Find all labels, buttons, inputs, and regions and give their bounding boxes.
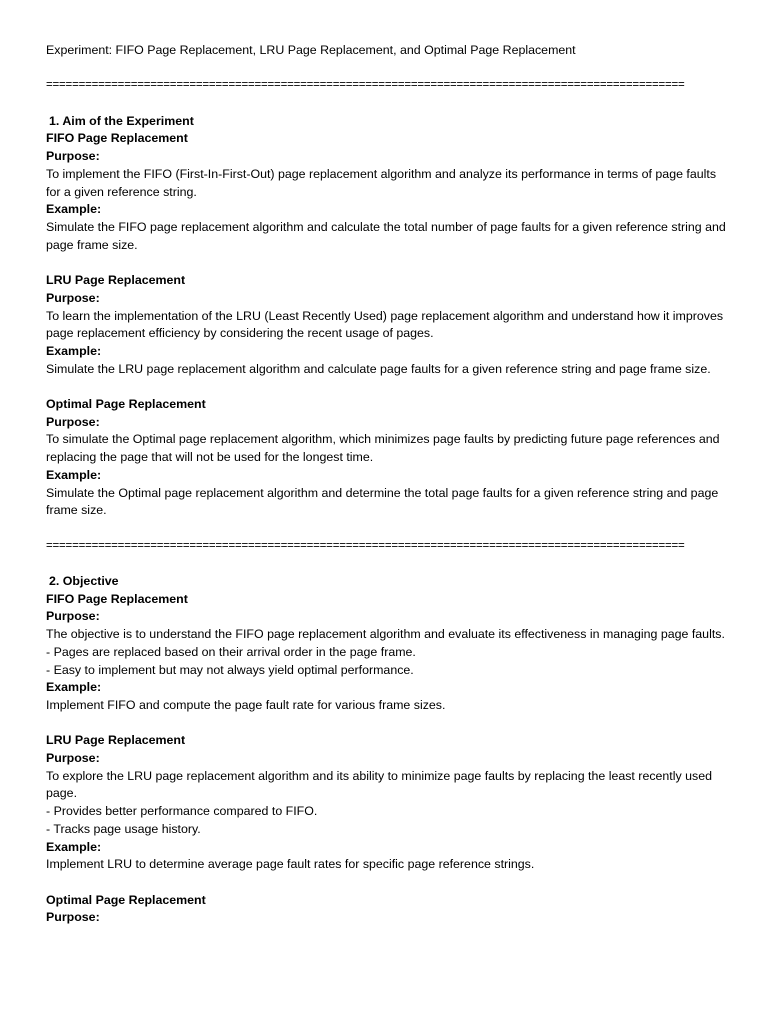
subheading-fifo: FIFO Page Replacement <box>46 591 188 606</box>
example-label: Example: <box>46 467 102 482</box>
example-text: Simulate the FIFO page replacement algorithm and calculate the total number of page faults for a given reference string and page frame size. <box>46 220 726 252</box>
purpose-label: Purpose: <box>46 290 100 305</box>
purpose-label: Purpose: <box>46 910 100 925</box>
subheading-optimal: Optimal Page Replacement <box>46 892 206 907</box>
subheading-optimal: Optimal Page Replacement <box>46 397 206 411</box>
bullet-item: - Easy to implement but may not always yield optimal performance. <box>46 662 414 677</box>
section-heading-aim: 1. Aim of the Experiment <box>49 113 194 128</box>
example-label: Example: <box>46 839 102 854</box>
example-text: Implement LRU to determine average page fault rates for specific page reference strings. <box>46 857 535 872</box>
bullet-item: - Provides better performance compared to FIFO. <box>46 804 318 819</box>
separator-rule: ================================================================================================== <box>46 79 685 92</box>
purpose-label: Purpose: <box>46 609 100 624</box>
spacer <box>46 60 726 78</box>
document-title: Experiment: FIFO Page Replacement, LRU Page Replacement, and Optimal Page Replacement <box>46 43 576 57</box>
purpose-text: To simulate the Optimal page replacement algorithm, which minimizes page faults by predicting future page references and replacing the page that will not be used for the longest time. <box>46 432 720 465</box>
purpose-text: To explore the LRU page replacement algorithm and its ability to minimize page faults by replacing the least recently used page. <box>46 768 713 801</box>
separator-rule: ================================================================================================== <box>46 539 685 552</box>
example-text: Simulate the Optimal page replacement algorithm and determine the total page faults for a given reference string and page frame size. <box>46 485 719 518</box>
example-label: Example: <box>46 202 102 217</box>
spacer <box>46 378 726 396</box>
example-label: Example: <box>46 343 102 358</box>
example-label: Example: <box>46 680 102 695</box>
purpose-label: Purpose: <box>46 751 100 766</box>
purpose-label: Purpose: <box>46 414 100 429</box>
purpose-text: To implement the FIFO (First-In-First-Out) page replacement algorithm and analyze its performance in terms of page faults for a given reference string. <box>46 166 717 199</box>
example-text: Implement FIFO and compute the page fault rate for various frame sizes. <box>46 697 446 712</box>
spacer <box>46 874 726 892</box>
document-page <box>46 42 726 927</box>
subheading-fifo: FIFO Page Replacement <box>46 131 188 146</box>
spacer <box>46 555 726 573</box>
subheading-lru: LRU Page Replacement <box>46 273 186 288</box>
section-heading-objective: 2. Objective <box>49 574 119 588</box>
purpose-text: The objective is to understand the FIFO page replacement algorithm and evaluate its effectiveness in managing page faults. <box>46 627 725 642</box>
spacer <box>46 715 726 733</box>
purpose-label: Purpose: <box>46 149 100 164</box>
bullet-item: - Tracks page usage history. <box>46 821 201 836</box>
purpose-text: To learn the implementation of the LRU (Least Recently Used) page replacement algorithm and understand how it improves page replacement efficiency by considering the recent usage of pages. <box>46 308 724 341</box>
bullet-item: - Pages are replaced based on their arrival order in the page frame. <box>46 644 416 659</box>
spacer <box>46 520 726 538</box>
example-text: Simulate the LRU page replacement algorithm and calculate page faults for a given reference string and page frame size. <box>46 361 711 376</box>
subheading-lru: LRU Page Replacement <box>46 733 186 748</box>
spacer <box>46 254 726 272</box>
spacer <box>46 95 726 113</box>
